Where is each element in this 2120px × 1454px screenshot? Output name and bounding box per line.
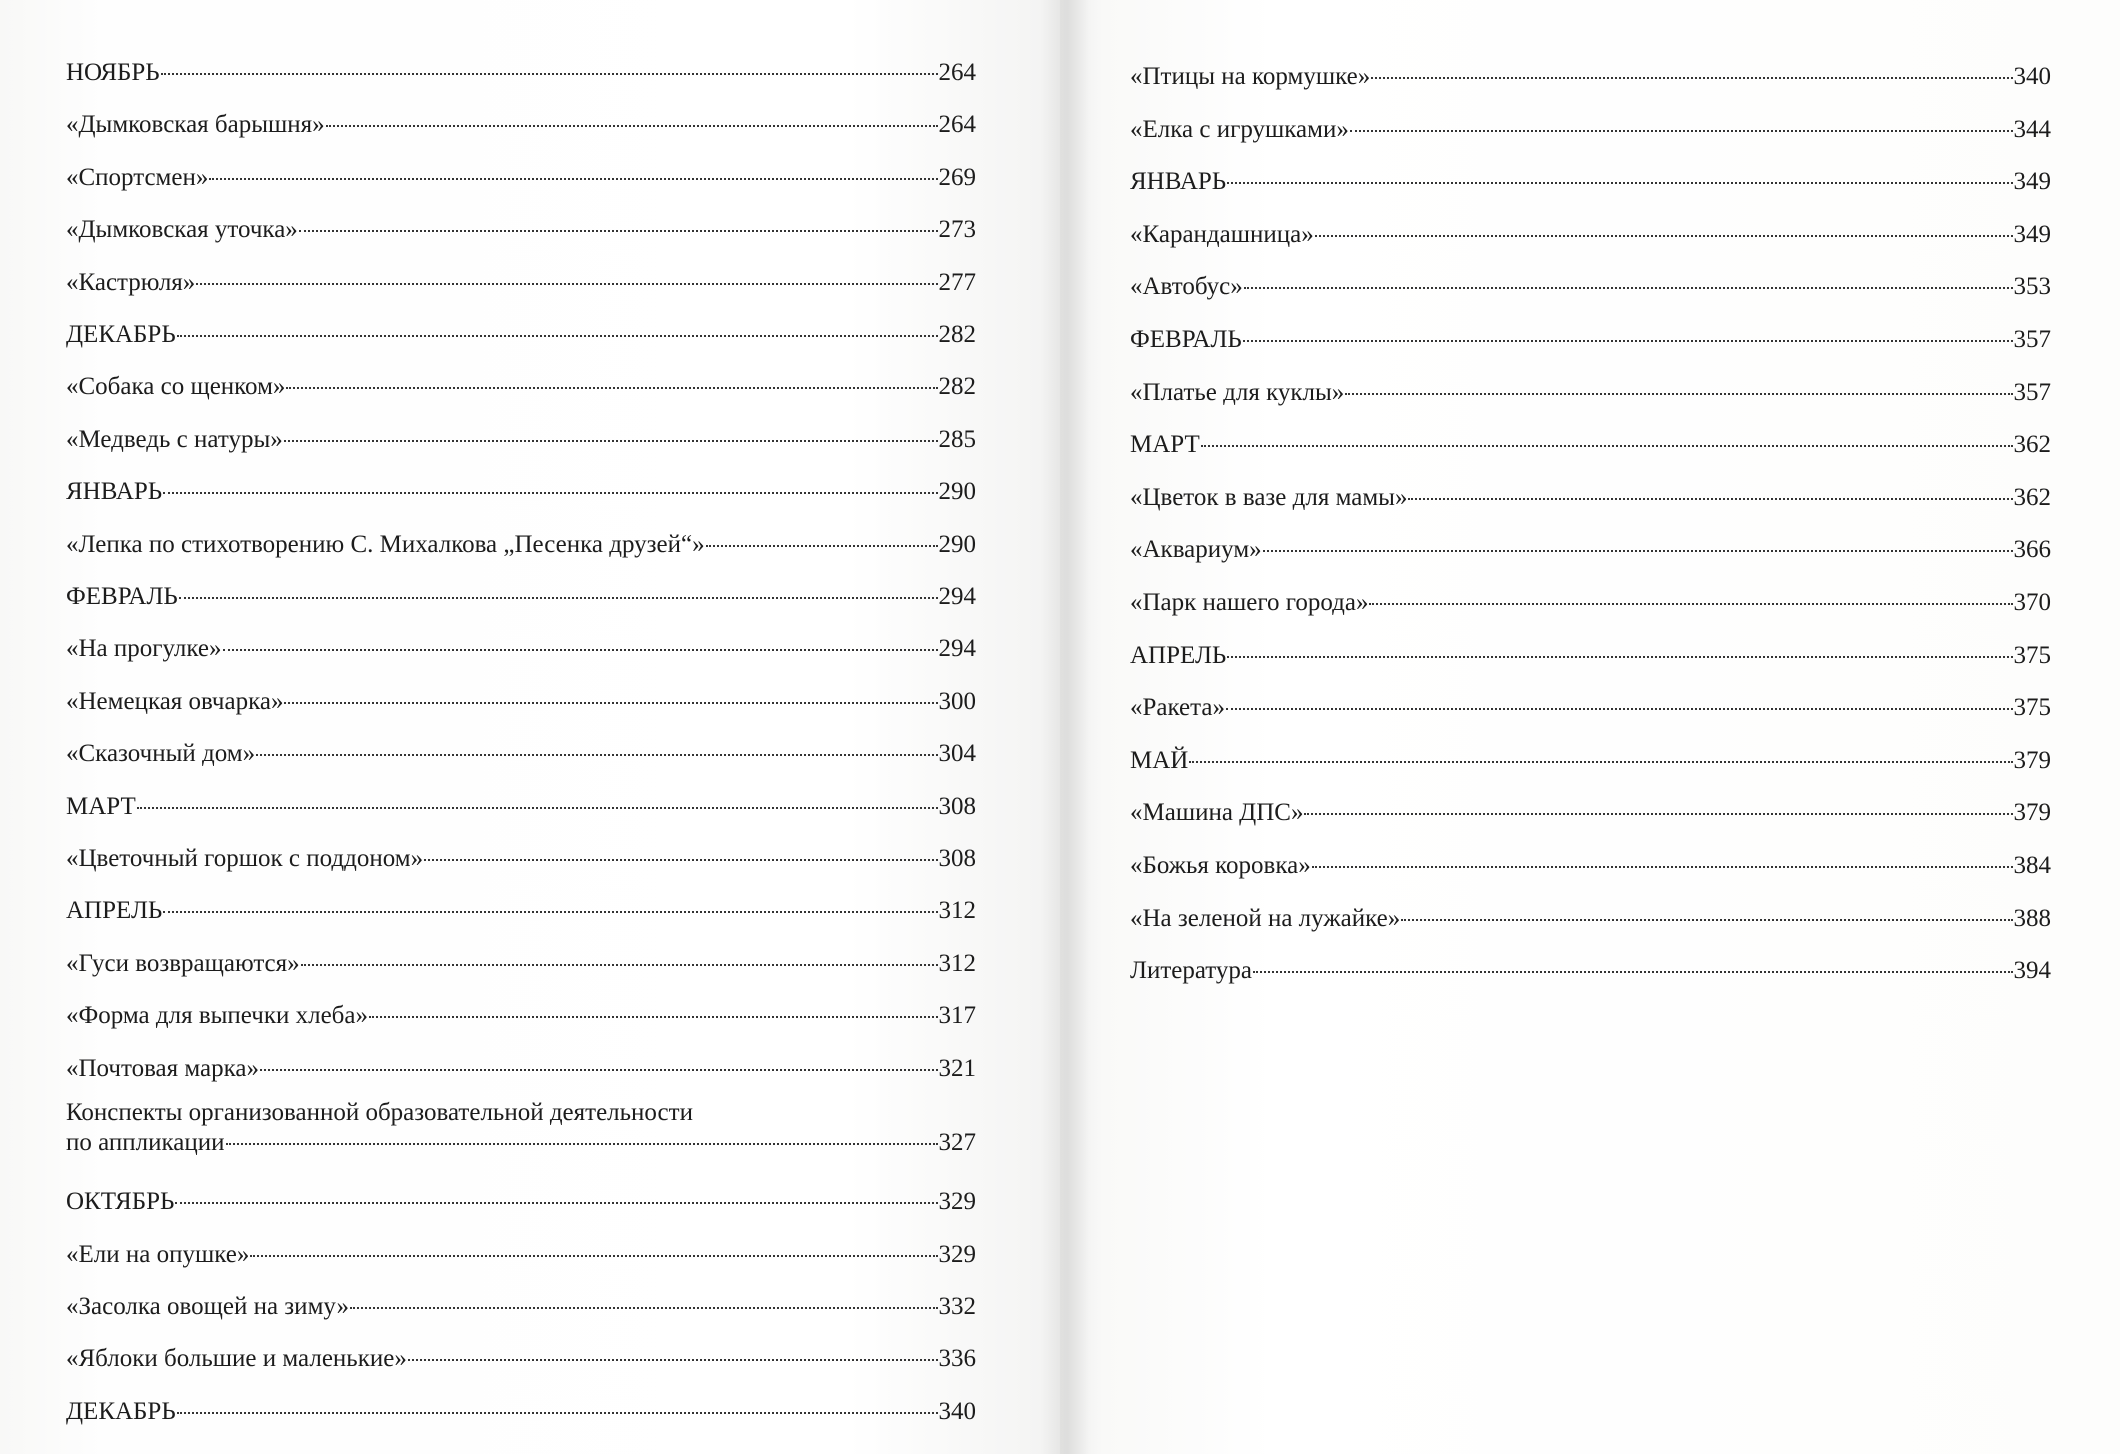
toc-page-number: 329 [938,1188,976,1216]
toc-entry-title: «Гуси возвращаются» [66,949,300,977]
toc-page-number: 394 [2013,957,2051,985]
toc-page-number: 282 [938,321,976,348]
toc-entry-title: ФЕВРАЛЬ [66,583,178,610]
toc-entry-title: «Карандашница» [1130,220,1314,248]
toc-entry [1130,641,2051,671]
toc-entry [66,58,976,88]
toc-entry-title: «Платье для куклы» [1130,378,1345,406]
toc-dot-leader [1401,919,2012,921]
spine-shadow [1040,0,1090,1454]
toc-entry [66,1397,976,1427]
toc-entry [66,1098,976,1158]
toc-page-number: 273 [938,216,976,244]
toc-dot-leader [209,178,937,180]
toc-dot-leader [284,440,938,442]
toc-entry-title: «Кастрюля» [66,268,196,296]
toc-entry [1130,798,2051,828]
toc-dot-leader [177,335,938,337]
toc-entry-title: «Птицы на кормушке» [1130,63,1371,90]
toc-page-number: 327 [938,1129,976,1156]
toc-page-number: 312 [938,897,976,925]
toc-entry [1130,588,2051,618]
toc-page-number: 384 [2013,852,2051,879]
toc-dot-leader [226,1143,938,1145]
toc-entry-title: «Сказочный дом» [66,740,256,768]
toc-dot-leader [284,702,937,704]
toc-page-number: 388 [2013,904,2051,932]
toc-entry [66,163,976,193]
toc-page-number: 349 [2013,220,2051,248]
toc-page-number: 308 [938,845,976,872]
toc-entry [66,1240,976,1270]
toc-dot-leader [250,1255,937,1257]
toc-dot-leader [706,545,938,547]
toc-page-number: 269 [938,163,976,191]
toc-entry-title: «На прогулке» [66,635,222,663]
toc-entry [1130,272,2051,302]
toc-page-number: 375 [2013,641,2051,669]
toc-dot-leader [260,1069,937,1071]
toc-entry [66,1344,976,1374]
toc-entry-title: «Божья коровка» [1130,852,1311,879]
toc-entry-title: «Почтовая марка» [66,1054,260,1082]
toc-dot-leader [1189,761,2012,763]
toc-entry [66,1292,976,1322]
toc-entry [66,530,976,560]
toc-page-number: 300 [938,687,976,715]
toc-page-number: 340 [938,1397,976,1425]
toc-dot-leader [179,597,938,599]
toc-entry [1130,220,2051,250]
toc-entry [66,687,976,717]
toc-page-number: 366 [2013,536,2051,564]
toc-entry-title: «Ели на опушке» [66,1240,250,1268]
toc-entry-title: ЯНВАРЬ [1130,168,1227,196]
toc-entry [66,792,976,822]
toc-entry [66,268,976,298]
toc-entry [66,896,976,926]
toc-entry [1130,430,2051,460]
toc-page-number: 332 [938,1293,976,1321]
toc-entry [1130,115,2051,145]
toc-dot-leader [1227,182,2012,184]
toc-entry [1130,325,2051,355]
toc-entry-title: ФЕВРАЛЬ [1130,326,1242,353]
toc-dot-leader [137,807,938,809]
toc-entry [66,110,976,140]
toc-entry-title: «Немецкая овчарка» [66,687,284,715]
toc-page-number: 357 [2013,378,2051,406]
toc-entry [1130,378,2051,408]
toc-page-number: 304 [938,740,976,768]
toc-page-number: 321 [938,1054,976,1082]
toc-dot-leader [177,1412,938,1414]
toc-dot-leader [369,1016,937,1018]
toc-entry-title: «Автобус» [1130,273,1243,301]
toc-page-number: 290 [938,530,976,558]
toc-entry [1130,483,2051,513]
toc-page-number: 294 [938,635,976,663]
toc-entry-title: «Цветочный горшок с поддоном» [66,845,424,872]
toc-entry-title: «Лепка по стихотворению С. Михалкова „Песенка друзей“» [66,530,705,558]
toc-entry-title: «Елка с игрушками» [1130,115,1349,143]
toc-dot-leader [161,73,938,75]
toc-dot-leader [1345,393,2012,395]
toc-dot-leader [1226,708,2013,710]
toc-dot-leader [1371,77,2012,79]
toc-dot-leader [175,1202,937,1204]
toc-dot-leader [223,649,938,651]
toc-entry [66,320,976,350]
toc-page-number: 294 [938,583,976,610]
toc-entry-title: «Засолка овощей на зиму» [66,1293,350,1321]
toc-page-number: 277 [938,268,976,296]
toc-entry-title: «На зеленой на лужайке» [1130,904,1401,932]
toc-entry-title: Конспекты организованной образовательной деятельности [66,1099,693,1126]
toc-entry [1130,62,2051,92]
toc-dot-leader [1263,550,2013,552]
toc-page-number: 357 [2013,326,2051,353]
toc-entry [1130,904,2051,934]
toc-entry [1130,167,2051,197]
toc-entry [1130,956,2051,986]
toc-dot-leader [163,492,937,494]
toc-entry [66,949,976,979]
toc-dot-leader [1304,813,2012,815]
toc-page-number: 353 [2013,273,2051,301]
toc-entry-title: ОКТЯБРЬ [66,1188,175,1216]
toc-entry [66,1054,976,1084]
toc-entry-title-continued: по аппликации [66,1129,225,1156]
toc-dot-leader [299,230,938,232]
toc-entry-title: «Парк нашего города» [1130,589,1369,616]
toc-dot-leader [196,283,937,285]
toc-entry-title: АПРЕЛЬ [1130,641,1227,669]
toc-dot-leader [1243,340,2013,342]
toc-page-number: 362 [2013,431,2051,459]
toc-dot-leader [1312,866,2013,868]
toc-entry-title: АПРЕЛЬ [66,897,163,925]
toc-entry [1130,851,2051,881]
toc-entry-title: МАРТ [1130,431,1200,459]
toc-entry-title: «Медведь с натуры» [66,425,283,453]
toc-page-number: 329 [938,1240,976,1268]
toc-entry-title: МАРТ [66,792,136,820]
toc-entry-title: «Аквариум» [1130,536,1262,564]
toc-page-number: 379 [2013,799,2051,827]
toc-dot-leader [256,754,937,756]
toc-page-number: 308 [938,792,976,820]
toc-dot-leader [301,964,938,966]
toc-dot-leader [1350,130,2013,132]
toc-dot-leader [1201,445,2013,447]
toc-entry [66,1187,976,1217]
toc-entry-title: «Собака со щенком» [66,373,286,401]
toc-entry [66,425,976,455]
toc-entry-title: «Форма для выпечки хлеба» [66,1002,369,1030]
toc-entry-title: «Яблоки большие и маленькие» [66,1345,407,1373]
toc-list-right [1060,0,2120,1454]
toc-entry [1130,535,2051,565]
toc-dot-leader [1244,287,2013,289]
toc-entry-title: Литература [1130,957,1252,985]
toc-dot-leader [1408,498,2012,500]
toc-entry-title: «Дымковская уточка» [66,216,298,244]
toc-page-number: 264 [938,111,976,139]
toc-dot-leader [408,1359,938,1361]
toc-page-number: 290 [938,478,976,506]
toc-entry [66,215,976,245]
toc-dot-leader [1369,603,2012,605]
toc-page-number: 362 [2013,483,2051,511]
toc-dot-leader [286,387,937,389]
toc-entry-title: «Спортсмен» [66,163,209,191]
toc-entry [66,844,976,874]
toc-entry-title: «Машина ДПС» [1130,799,1304,827]
toc-entry [66,477,976,507]
toc-dot-leader [1253,971,2013,973]
toc-page-number: 264 [938,59,976,86]
toc-dot-leader [350,1307,937,1309]
toc-entry [1130,693,2051,723]
toc-dot-leader [326,125,938,127]
toc-entry [66,634,976,664]
right-page [1060,0,2120,1454]
toc-entry-title: ДЕКАБРЬ [66,1397,176,1425]
toc-entry-title: «Цветок в вазе для мамы» [1130,483,1408,511]
toc-entry [66,372,976,402]
toc-entry-title: МАЙ [1130,746,1189,774]
toc-page-number: 370 [2013,589,2051,616]
toc-entry-title: «Дымковская барышня» [66,111,325,139]
toc-entry [66,1001,976,1031]
toc-page-number: 282 [938,373,976,401]
toc-dot-leader [1315,235,2013,237]
toc-entry [66,739,976,769]
toc-page-number: 340 [2013,63,2051,90]
toc-page-number: 312 [938,949,976,977]
toc-dot-leader [1227,656,2012,658]
toc-page-number: 285 [938,425,976,453]
toc-dot-leader [163,911,937,913]
toc-entry-title: ДЕКАБРЬ [66,321,176,348]
toc-entry-title: ЯНВАРЬ [66,478,163,506]
toc-page-number: 336 [938,1345,976,1373]
toc-entry [1130,746,2051,776]
toc-page-number: 344 [2013,115,2051,143]
toc-entry [66,582,976,612]
toc-entry-title: «Ракета» [1130,694,1225,722]
toc-page-number: 379 [2013,746,2051,774]
toc-page-number: 317 [938,1002,976,1030]
toc-page-number: 375 [2013,694,2051,722]
toc-dot-leader [424,859,937,861]
toc-page-number: 349 [2013,168,2051,196]
toc-entry-title: НОЯБРЬ [66,59,160,86]
